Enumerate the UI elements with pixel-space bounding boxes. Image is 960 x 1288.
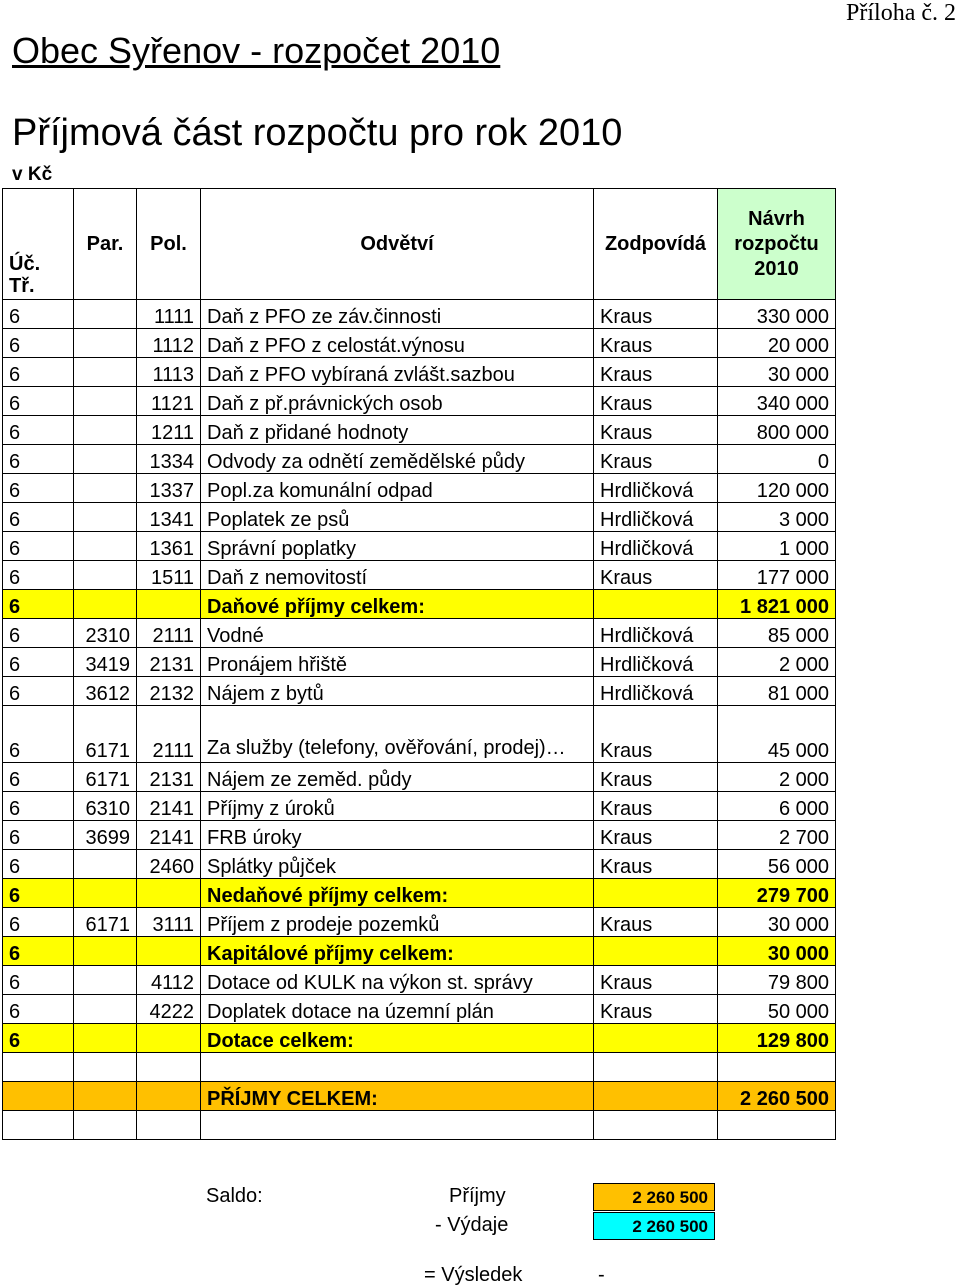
cell-uc: 6 — [3, 937, 74, 966]
cell-pol: 1511 — [137, 561, 201, 590]
cell-pol: 2131 — [137, 648, 201, 677]
cell-navrh: 30 000 — [718, 358, 836, 387]
cell-par — [74, 416, 137, 445]
cell-zodpovida: Hrdličková — [594, 648, 718, 677]
table-row — [3, 706, 836, 763]
cell-uc: 6 — [3, 1024, 74, 1053]
cell-uc: 6 — [3, 706, 74, 763]
cell-navrh: 2 260 500 — [718, 1082, 836, 1111]
cell-par: 3699 — [74, 821, 137, 850]
cell-navrh: 1 000 — [718, 532, 836, 561]
cell-uc — [3, 1111, 74, 1140]
cell-uc — [3, 1082, 74, 1111]
cell-pol: 2141 — [137, 792, 201, 821]
cell-odvetvi: Doplatek dotace na územní plán — [201, 995, 594, 1024]
cell-uc: 6 — [3, 474, 74, 503]
cell-uc: 6 — [3, 995, 74, 1024]
cell-odvetvi: Dotace od KULK na výkon st. správy — [201, 966, 594, 995]
cell-par — [74, 561, 137, 590]
result-label: = Výsledek — [424, 1264, 523, 1286]
cell-pol — [137, 879, 201, 908]
cell-zodpovida — [594, 1111, 718, 1140]
cell-zodpovida — [594, 879, 718, 908]
cell-zodpovida — [594, 1053, 718, 1082]
cell-odvetvi: Popl.za komunální odpad — [201, 474, 594, 503]
cell-pol: 3111 — [137, 908, 201, 937]
cell-odvetvi — [201, 1111, 594, 1140]
cell-uc: 6 — [3, 590, 74, 619]
cell-navrh: 30 000 — [718, 908, 836, 937]
cell-pol: 2460 — [137, 850, 201, 879]
saldo-label: Saldo: — [206, 1185, 263, 1207]
cell-uc: 6 — [3, 966, 74, 995]
cell-navrh: 120 000 — [718, 474, 836, 503]
cell-zodpovida: Kraus — [594, 706, 718, 763]
cell-odvetvi: Daň z PFO vybíraná zvlášt.sazbou — [201, 358, 594, 387]
cell-zodpovida — [594, 590, 718, 619]
currency-unit: v Kč — [12, 164, 53, 185]
cell-navrh: 0 — [718, 445, 836, 474]
cell-zodpovida: Kraus — [594, 995, 718, 1024]
cell-odvetvi: Vodné — [201, 619, 594, 648]
table-row — [3, 821, 836, 850]
table-row — [3, 329, 836, 358]
cell-odvetvi: Kapitálové příjmy celkem: — [201, 937, 594, 966]
cell-par: 6310 — [74, 792, 137, 821]
blank-row — [3, 1053, 836, 1082]
subtotal-row — [3, 590, 836, 619]
blank-row — [3, 1111, 836, 1140]
header-navrh-line3: 2010 — [754, 257, 799, 280]
cell-pol: 4222 — [137, 995, 201, 1024]
expenses-total-box: 2 260 500 — [593, 1212, 715, 1240]
cell-par — [74, 879, 137, 908]
cell-odvetvi — [201, 1053, 594, 1082]
page-subtitle: Příjmová část rozpočtu pro rok 2010 — [12, 112, 623, 154]
cell-navrh: 45 000 — [718, 706, 836, 763]
cell-pol — [137, 1024, 201, 1053]
cell-odvetvi: Odvody za odnětí zemědělské půdy — [201, 445, 594, 474]
table-row — [3, 474, 836, 503]
cell-zodpovida: Hrdličková — [594, 619, 718, 648]
cell-uc: 6 — [3, 850, 74, 879]
cell-zodpovida: Kraus — [594, 561, 718, 590]
cell-navrh: 1 821 000 — [718, 590, 836, 619]
cell-uc: 6 — [3, 792, 74, 821]
cell-navrh: 30 000 — [718, 937, 836, 966]
cell-navrh: 6 000 — [718, 792, 836, 821]
cell-par — [74, 966, 137, 995]
cell-pol — [137, 937, 201, 966]
cell-navrh: 81 000 — [718, 677, 836, 706]
cell-pol: 1341 — [137, 503, 201, 532]
header-pol: Pol. — [137, 189, 201, 300]
header-zodpovida: Zodpovídá — [594, 189, 718, 300]
income-total-box: 2 260 500 — [593, 1183, 715, 1211]
cell-zodpovida: Kraus — [594, 908, 718, 937]
budget-table — [2, 188, 836, 1140]
cell-pol: 1337 — [137, 474, 201, 503]
cell-odvetvi: Poplatek ze psů — [201, 503, 594, 532]
cell-navrh — [718, 1053, 836, 1082]
cell-pol: 2132 — [137, 677, 201, 706]
cell-par: 6171 — [74, 908, 137, 937]
cell-odvetvi: Příjem z prodeje pozemků — [201, 908, 594, 937]
cell-par — [74, 1024, 137, 1053]
cell-pol: 1211 — [137, 416, 201, 445]
table-row — [3, 908, 836, 937]
cell-par: 2310 — [74, 619, 137, 648]
table-row — [3, 966, 836, 995]
header-odvetvi: Odvětví — [201, 189, 594, 300]
cell-navrh: 2 700 — [718, 821, 836, 850]
table-row — [3, 619, 836, 648]
header-row — [3, 189, 836, 300]
cell-zodpovida: Kraus — [594, 445, 718, 474]
cell-odvetvi: Nedaňové příjmy celkem: — [201, 879, 594, 908]
cell-par: 3612 — [74, 677, 137, 706]
table-row — [3, 561, 836, 590]
cell-uc: 6 — [3, 763, 74, 792]
cell-navrh: 2 000 — [718, 648, 836, 677]
cell-navrh — [718, 1111, 836, 1140]
cell-zodpovida — [594, 1024, 718, 1053]
cell-uc: 6 — [3, 648, 74, 677]
cell-zodpovida: Hrdličková — [594, 474, 718, 503]
cell-navrh: 129 800 — [718, 1024, 836, 1053]
table-row — [3, 358, 836, 387]
cell-navrh: 330 000 — [718, 300, 836, 329]
cell-pol: 2111 — [137, 706, 201, 763]
cell-par — [74, 590, 137, 619]
cell-uc: 6 — [3, 387, 74, 416]
cell-odvetvi: Příjmy z úroků — [201, 792, 594, 821]
cell-odvetvi: Daň z př.právnických osob — [201, 387, 594, 416]
cell-par — [74, 1053, 137, 1082]
subtotal-row — [3, 1024, 836, 1053]
cell-navrh: 85 000 — [718, 619, 836, 648]
cell-uc: 6 — [3, 561, 74, 590]
cell-zodpovida: Kraus — [594, 966, 718, 995]
table-row — [3, 300, 836, 329]
result-value: - — [598, 1264, 605, 1286]
cell-odvetvi: FRB úroky — [201, 821, 594, 850]
cell-odvetvi: Pronájem hřiště — [201, 648, 594, 677]
cell-navrh: 2 000 — [718, 763, 836, 792]
cell-navrh: 20 000 — [718, 329, 836, 358]
page-title: Obec Syřenov - rozpočet 2010 — [12, 30, 501, 71]
cell-pol: 4112 — [137, 966, 201, 995]
cell-par — [74, 850, 137, 879]
cell-odvetvi: Splátky půjček — [201, 850, 594, 879]
cell-pol: 2111 — [137, 619, 201, 648]
cell-pol: 1121 — [137, 387, 201, 416]
cell-zodpovida: Hrdličková — [594, 677, 718, 706]
cell-zodpovida: Kraus — [594, 821, 718, 850]
header-navrh — [718, 189, 836, 300]
header-uc-line1: Úč. — [9, 253, 41, 275]
cell-zodpovida: Kraus — [594, 300, 718, 329]
cell-par — [74, 937, 137, 966]
cell-pol: 2141 — [137, 821, 201, 850]
cell-odvetvi: Daň z PFO ze záv.činnosti — [201, 300, 594, 329]
cell-uc: 6 — [3, 908, 74, 937]
table-row — [3, 995, 836, 1024]
table-row — [3, 648, 836, 677]
cell-par — [74, 387, 137, 416]
cell-zodpovida: Kraus — [594, 329, 718, 358]
expenses-label: - Výdaje — [435, 1214, 509, 1236]
cell-par — [74, 1082, 137, 1111]
header-uc — [3, 189, 74, 300]
table-row — [3, 503, 836, 532]
cell-uc: 6 — [3, 358, 74, 387]
cell-odvetvi: Dotace celkem: — [201, 1024, 594, 1053]
table-row — [3, 850, 836, 879]
cell-par — [74, 329, 137, 358]
table-row — [3, 532, 836, 561]
cell-par — [74, 445, 137, 474]
cell-zodpovida: Kraus — [594, 850, 718, 879]
cell-uc: 6 — [3, 532, 74, 561]
grand-total-row — [3, 1082, 836, 1111]
cell-zodpovida — [594, 937, 718, 966]
cell-navrh: 340 000 — [718, 387, 836, 416]
cell-par — [74, 474, 137, 503]
cell-par — [74, 1111, 137, 1140]
header-par: Par. — [74, 189, 137, 300]
cell-zodpovida: Kraus — [594, 358, 718, 387]
cell-uc — [3, 1053, 74, 1082]
cell-uc: 6 — [3, 329, 74, 358]
cell-navrh: 56 000 — [718, 850, 836, 879]
table-row — [3, 445, 836, 474]
cell-pol: 1113 — [137, 358, 201, 387]
cell-uc: 6 — [3, 416, 74, 445]
cell-navrh: 279 700 — [718, 879, 836, 908]
cell-par: 6171 — [74, 706, 137, 763]
cell-pol: 1111 — [137, 300, 201, 329]
cell-pol: 2131 — [137, 763, 201, 792]
cell-pol — [137, 1111, 201, 1140]
cell-odvetvi: Nájem z bytů — [201, 677, 594, 706]
table-row — [3, 387, 836, 416]
cell-odvetvi: Správní poplatky — [201, 532, 594, 561]
cell-navrh: 79 800 — [718, 966, 836, 995]
table-row — [3, 677, 836, 706]
cell-zodpovida: Kraus — [594, 792, 718, 821]
cell-zodpovida: Kraus — [594, 416, 718, 445]
cell-uc: 6 — [3, 503, 74, 532]
cell-pol — [137, 1082, 201, 1111]
cell-pol: 1112 — [137, 329, 201, 358]
subtotal-row — [3, 937, 836, 966]
cell-par — [74, 532, 137, 561]
cell-uc: 6 — [3, 300, 74, 329]
cell-pol: 1361 — [137, 532, 201, 561]
header-navrh-line1: Návrh — [748, 207, 805, 230]
table-row — [3, 792, 836, 821]
cell-zodpovida — [594, 1082, 718, 1111]
cell-navrh: 50 000 — [718, 995, 836, 1024]
cell-par — [74, 300, 137, 329]
cell-odvetvi: Daň z přidané hodnoty — [201, 416, 594, 445]
cell-pol — [137, 1053, 201, 1082]
cell-par — [74, 503, 137, 532]
cell-zodpovida: Kraus — [594, 763, 718, 792]
cell-odvetvi: Nájem ze zeměd. půdy — [201, 763, 594, 792]
cell-navrh: 800 000 — [718, 416, 836, 445]
cell-par — [74, 995, 137, 1024]
cell-odvetvi: Daňové příjmy celkem: — [201, 590, 594, 619]
table-row — [3, 763, 836, 792]
header-navrh-line2: rozpočtu — [734, 232, 819, 255]
cell-zodpovida: Hrdličková — [594, 532, 718, 561]
appendix-label: Příloha č. 2 — [846, 0, 956, 26]
cell-navrh: 3 000 — [718, 503, 836, 532]
cell-par: 6171 — [74, 763, 137, 792]
cell-uc: 6 — [3, 879, 74, 908]
cell-odvetvi: Za služby (telefony, ověřování, prodej)… — [201, 706, 594, 763]
cell-odvetvi: PŘÍJMY CELKEM: — [201, 1082, 594, 1111]
income-label: Příjmy — [449, 1185, 506, 1207]
subtotal-row — [3, 879, 836, 908]
cell-zodpovida: Hrdličková — [594, 503, 718, 532]
cell-uc: 6 — [3, 445, 74, 474]
cell-par: 3419 — [74, 648, 137, 677]
cell-odvetvi: Daň z nemovitostí — [201, 561, 594, 590]
budget-rows — [3, 300, 836, 1140]
cell-uc: 6 — [3, 677, 74, 706]
cell-zodpovida: Kraus — [594, 387, 718, 416]
cell-pol: 1334 — [137, 445, 201, 474]
cell-pol — [137, 590, 201, 619]
cell-par — [74, 358, 137, 387]
cell-uc: 6 — [3, 821, 74, 850]
cell-odvetvi: Daň z PFO z celostát.výnosu — [201, 329, 594, 358]
header-uc-line2: Tř. — [9, 275, 35, 297]
cell-navrh: 177 000 — [718, 561, 836, 590]
cell-uc: 6 — [3, 619, 74, 648]
table-row — [3, 416, 836, 445]
